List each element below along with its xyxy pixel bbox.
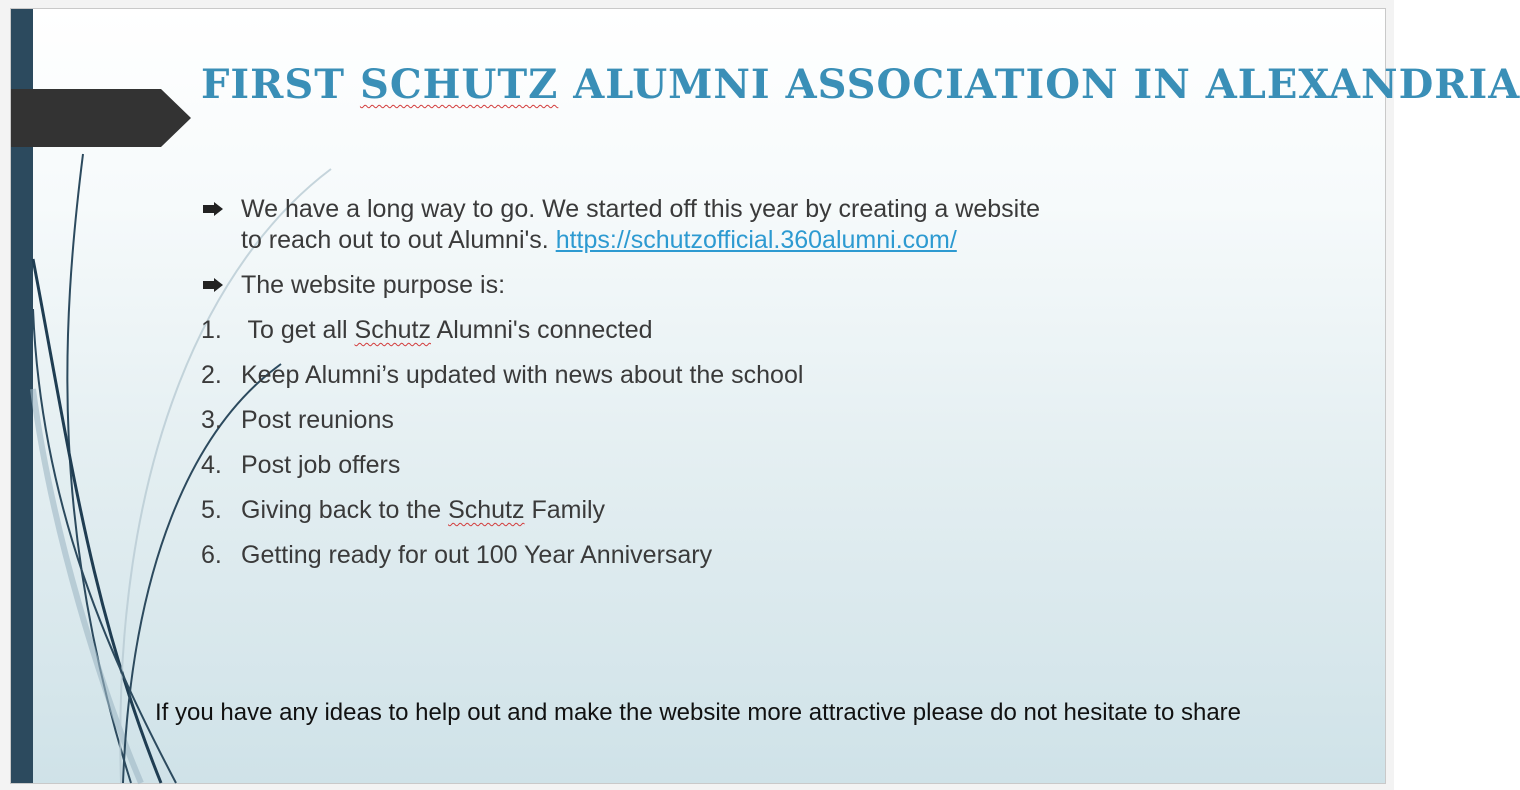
numbered-item: [201, 405, 1201, 436]
title-text-part: ALUMNI ASSOCIATION IN ALEXANDRIA: [558, 61, 1520, 108]
title-text-part-schutz: SCHUTZ: [359, 61, 559, 108]
bullet-item: [201, 270, 1201, 301]
item-text: Post reunions: [241, 406, 394, 434]
slide-title[interactable]: [201, 61, 1520, 108]
item-text-part: Family: [524, 496, 606, 524]
numbered-item: [201, 540, 1201, 571]
item-number: 6.: [201, 541, 222, 569]
numbered-item: [201, 315, 1201, 346]
title-text-part: FIRST: [201, 61, 360, 108]
item-text: Getting ready for out 100 Year Anniversary: [241, 541, 713, 569]
item-text: Post job offers: [241, 451, 401, 479]
bullet-text: The website purpose is:: [241, 271, 506, 299]
item-text-part-schutz: Schutz: [448, 496, 525, 524]
title-arrow-tab: [11, 89, 191, 147]
item-number: 3.: [201, 406, 222, 434]
bullet-text-line2: [241, 225, 1201, 256]
item-text-part-schutz: Schutz: [354, 316, 431, 344]
slide-body-text[interactable]: [201, 194, 1201, 585]
item-text-part: Giving back to the: [241, 496, 449, 524]
numbered-item: [201, 360, 1201, 391]
right-arrow-bullet-icon: [203, 202, 223, 216]
bullet-text-line2-text: to reach out to out Alumni's.: [241, 226, 556, 254]
item-number: 4.: [201, 451, 222, 479]
item-number: 5.: [201, 496, 222, 524]
item-text-part: To get all: [241, 316, 355, 344]
numbered-item: [201, 495, 1201, 526]
item-number: 1.: [201, 316, 222, 344]
bullet-item: [201, 194, 1201, 256]
slide: [10, 8, 1520, 784]
item-text: Keep Alumni’s updated with news about the school: [241, 361, 804, 389]
item-text-part: Alumni's connected: [430, 316, 653, 344]
footer-text[interactable]: If you have any ideas to help out and make the website more attractive please do not hesitate to share: [155, 699, 1241, 726]
right-arrow-bullet-icon: [203, 278, 223, 292]
bullet-text-line1: We have a long way to go. We started off this year by creating a website: [241, 195, 1041, 223]
numbered-item: [201, 450, 1201, 481]
website-link[interactable]: https://schutzofficial.360alumni.com/: [555, 226, 957, 254]
item-number: 2.: [201, 361, 222, 389]
